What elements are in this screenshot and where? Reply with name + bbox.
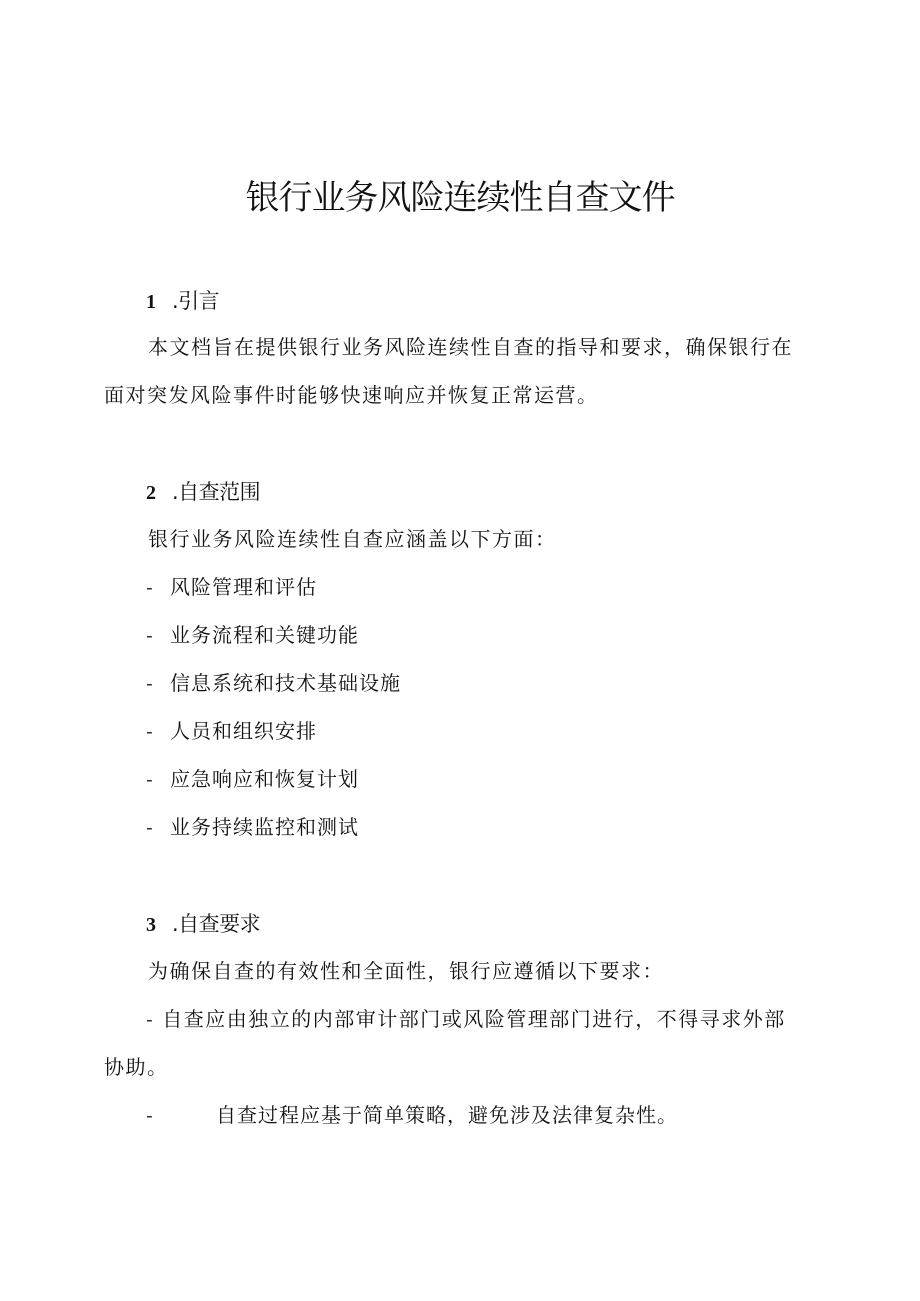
- bullet-dash: -: [146, 815, 154, 839]
- list-item-text: 信息系统和技术基础设施: [170, 671, 401, 695]
- section-1-paragraph: 本文档旨在提供银行业务风险连续性自查的指导和要求，确保银行在面对突发风险事件时能够快速响应并恢复正常运营。: [104, 335, 793, 407]
- section-title: .自查要求: [172, 912, 261, 936]
- bullet-dash: -: [146, 575, 154, 599]
- document-title: 银行业务风险连续性自查文件: [245, 178, 675, 218]
- list-item: [146, 803, 401, 851]
- bullet-dash: -: [146, 719, 154, 743]
- requirement-text: 自查过程应基于简单策略，避免涉及法律复杂性。: [216, 1103, 678, 1127]
- list-item: [146, 755, 401, 803]
- section-title: .引言: [172, 289, 220, 313]
- section-2-heading: [146, 478, 260, 507]
- section-3-intro: 为确保自查的有效性和全面性，银行应遵循以下要求：: [148, 959, 664, 983]
- bullet-dash: -: [146, 623, 154, 647]
- section-3-heading: [146, 910, 260, 939]
- section-number: 3: [146, 914, 156, 936]
- list-item: [146, 659, 401, 707]
- bullet-dash: -: [146, 671, 154, 695]
- section-number: 2: [146, 482, 156, 504]
- bullet-dash: -: [146, 1007, 155, 1031]
- list-item-text: 业务流程和关键功能: [170, 623, 359, 647]
- bullet-dash: -: [146, 1103, 154, 1127]
- list-item-text: 应急响应和恢复计划: [170, 767, 359, 791]
- requirement-item: [104, 995, 804, 1091]
- list-item-text: 业务持续监控和测试: [170, 815, 359, 839]
- bullet-dash: -: [146, 767, 154, 791]
- list-item-text: 人员和组织安排: [170, 719, 317, 743]
- list-item-text: 风险管理和评估: [170, 575, 317, 599]
- list-item: [146, 611, 401, 659]
- list-item: [146, 707, 401, 755]
- requirement-text: 自查应由独立的内部审计部门或风险管理部门进行，不得寻求外部协助。: [104, 1007, 786, 1079]
- list-item: [146, 563, 401, 611]
- section-number: 1: [146, 291, 156, 313]
- scope-list: [146, 563, 401, 851]
- section-2-intro: 银行业务风险连续性自查应涵盖以下方面：: [148, 527, 557, 551]
- section-title: .自查范围: [172, 480, 261, 504]
- section-1-heading: [146, 287, 219, 316]
- requirement-item: [146, 1091, 678, 1139]
